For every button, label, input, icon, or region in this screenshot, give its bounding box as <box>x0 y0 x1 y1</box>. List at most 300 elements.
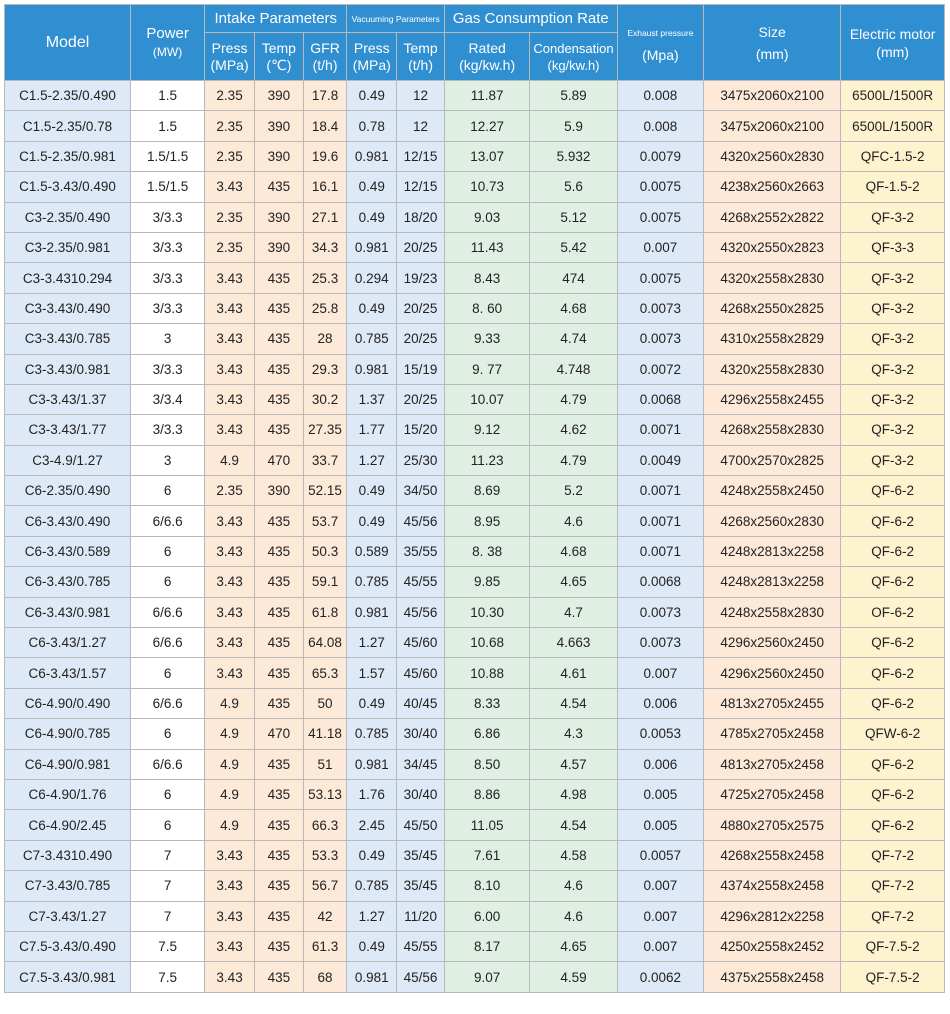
cell-exhaust-pressure: 0.0049 <box>617 445 703 475</box>
cell-gas-condensation: 4.3 <box>530 719 617 749</box>
header-exhaust <box>617 5 703 81</box>
cell-intake-press: 3.43 <box>205 901 255 931</box>
cell-intake-temp: 435 <box>254 628 303 658</box>
cell-gas-rated: 8.33 <box>444 688 529 718</box>
cell-size: 4785x2705x2458 <box>704 719 841 749</box>
table-row <box>5 688 945 718</box>
cell-vac-temp: 19/23 <box>397 263 445 293</box>
cell-vac-press: 1.76 <box>347 779 397 809</box>
cell-gas-condensation: 4.65 <box>530 931 617 961</box>
table-row <box>5 476 945 506</box>
cell-intake-press: 3.43 <box>205 962 255 992</box>
cell-vac-temp: 45/56 <box>397 962 445 992</box>
cell-motor: QF-3-2 <box>841 263 945 293</box>
cell-vac-temp: 45/50 <box>397 810 445 840</box>
cell-size: 4248x2813x2258 <box>704 567 841 597</box>
cell-gas-rated: 10.07 <box>444 384 529 414</box>
cell-power: 6/6.6 <box>131 628 205 658</box>
cell-gas-rated: 9.03 <box>444 202 529 232</box>
cell-intake-gfr: 27.1 <box>303 202 347 232</box>
cell-vac-press: 0.785 <box>347 871 397 901</box>
cell-gas-condensation: 4.54 <box>530 810 617 840</box>
cell-intake-press: 3.43 <box>205 293 255 323</box>
cell-vac-temp: 35/45 <box>397 840 445 870</box>
cell-motor: QF-1.5-2 <box>841 172 945 202</box>
cell-model: C7.5-3.43/0.981 <box>5 962 131 992</box>
cell-intake-gfr: 64.08 <box>303 628 347 658</box>
cell-size: 4296x2558x2455 <box>704 384 841 414</box>
table-row <box>5 324 945 354</box>
cell-size: 4296x2560x2450 <box>704 628 841 658</box>
cell-vac-press: 0.49 <box>347 688 397 718</box>
cell-motor: QF-6-2 <box>841 567 945 597</box>
cell-intake-temp: 390 <box>254 232 303 262</box>
cell-gas-condensation: 4.748 <box>530 354 617 384</box>
cell-vac-temp: 12 <box>397 111 445 141</box>
header-exhaust-label: Exhaust pressure <box>627 27 694 38</box>
cell-model: C1.5-2.35/0.78 <box>5 111 131 141</box>
cell-vac-temp: 12/15 <box>397 141 445 171</box>
cell-vac-temp: 30/40 <box>397 779 445 809</box>
header-size <box>704 5 841 81</box>
cell-gas-condensation: 4.7 <box>530 597 617 627</box>
cell-intake-gfr: 25.8 <box>303 293 347 323</box>
cell-vac-press: 0.49 <box>347 293 397 323</box>
cell-size: 4238x2560x2663 <box>704 172 841 202</box>
cell-vac-press: 0.49 <box>347 840 397 870</box>
cell-intake-temp: 435 <box>254 354 303 384</box>
cell-gas-rated: 11.05 <box>444 810 529 840</box>
cell-intake-temp: 435 <box>254 658 303 688</box>
cell-model: C1.5-2.35/0.490 <box>5 81 131 111</box>
cell-intake-gfr: 66.3 <box>303 810 347 840</box>
header-gas-condensation <box>530 33 617 81</box>
cell-vac-temp: 18/20 <box>397 202 445 232</box>
cell-intake-gfr: 34.3 <box>303 232 347 262</box>
cell-vac-temp: 11/20 <box>397 901 445 931</box>
cell-intake-temp: 390 <box>254 476 303 506</box>
cell-intake-temp: 435 <box>254 901 303 931</box>
cell-gas-condensation: 4.58 <box>530 840 617 870</box>
spec-table-wrapper <box>4 4 945 993</box>
cell-vac-temp: 34/50 <box>397 476 445 506</box>
table-row <box>5 111 945 141</box>
cell-intake-press: 4.9 <box>205 688 255 718</box>
cell-intake-press: 3.43 <box>205 567 255 597</box>
cell-intake-gfr: 16.1 <box>303 172 347 202</box>
cell-model: C3-3.43/0.981 <box>5 354 131 384</box>
cell-motor: QF-6-2 <box>841 749 945 779</box>
cell-vac-press: 0.49 <box>347 476 397 506</box>
cell-intake-temp: 435 <box>254 810 303 840</box>
header-vac-temp-label: Temp <box>403 39 438 56</box>
cell-gas-condensation: 5.89 <box>530 81 617 111</box>
cell-exhaust-pressure: 0.0057 <box>617 840 703 870</box>
cell-size: 4296x2560x2450 <box>704 658 841 688</box>
cell-gas-rated: 8.17 <box>444 931 529 961</box>
header-exhaust-unit: (Mpa) <box>642 46 679 63</box>
table-row <box>5 81 945 111</box>
cell-intake-temp: 390 <box>254 81 303 111</box>
cell-motor: QF-7-2 <box>841 871 945 901</box>
cell-intake-gfr: 41.18 <box>303 719 347 749</box>
cell-size: 4250x2558x2452 <box>704 931 841 961</box>
cell-vac-temp: 12/15 <box>397 172 445 202</box>
cell-exhaust-pressure: 0.005 <box>617 810 703 840</box>
cell-power: 6/6.6 <box>131 597 205 627</box>
cell-motor: QF-6-2 <box>841 476 945 506</box>
cell-exhaust-pressure: 0.0071 <box>617 476 703 506</box>
cell-intake-temp: 435 <box>254 293 303 323</box>
cell-intake-press: 2.35 <box>205 81 255 111</box>
cell-power: 6 <box>131 658 205 688</box>
cell-intake-temp: 390 <box>254 141 303 171</box>
cell-intake-temp: 435 <box>254 871 303 901</box>
cell-intake-gfr: 29.3 <box>303 354 347 384</box>
cell-size: 3475x2060x2100 <box>704 81 841 111</box>
cell-exhaust-pressure: 0.007 <box>617 871 703 901</box>
cell-model: C3-3.43/1.77 <box>5 415 131 445</box>
cell-model: C3-2.35/0.981 <box>5 232 131 262</box>
cell-size: 4248x2558x2450 <box>704 476 841 506</box>
cell-vac-temp: 40/45 <box>397 688 445 718</box>
cell-exhaust-pressure: 0.008 <box>617 81 703 111</box>
header-vac-press <box>347 33 397 81</box>
cell-model: C6-3.43/1.57 <box>5 658 131 688</box>
cell-size: 4248x2558x2830 <box>704 597 841 627</box>
cell-size: 4880x2705x2575 <box>704 810 841 840</box>
table-row <box>5 779 945 809</box>
cell-motor: QF-3-2 <box>841 354 945 384</box>
cell-power: 3/3.3 <box>131 293 205 323</box>
cell-intake-press: 3.43 <box>205 536 255 566</box>
cell-size: 4320x2550x2823 <box>704 232 841 262</box>
cell-gas-condensation: 474 <box>530 263 617 293</box>
cell-gas-rated: 10.68 <box>444 628 529 658</box>
cell-power: 7 <box>131 901 205 931</box>
header-motor-label: Electric motor <box>849 25 936 42</box>
cell-model: C7-3.43/0.785 <box>5 871 131 901</box>
cell-vac-temp: 35/45 <box>397 871 445 901</box>
cell-exhaust-pressure: 0.0068 <box>617 567 703 597</box>
table-row <box>5 536 945 566</box>
header-gas-rated-unit: (kg/kw.h) <box>459 56 516 73</box>
table-row <box>5 901 945 931</box>
cell-motor: QF-7.5-2 <box>841 962 945 992</box>
cell-vac-temp: 15/20 <box>397 415 445 445</box>
cell-exhaust-pressure: 0.0071 <box>617 415 703 445</box>
cell-intake-press: 4.9 <box>205 445 255 475</box>
cell-exhaust-pressure: 0.0062 <box>617 962 703 992</box>
cell-size: 4700x2570x2825 <box>704 445 841 475</box>
cell-intake-gfr: 27.35 <box>303 415 347 445</box>
cell-intake-temp: 435 <box>254 536 303 566</box>
cell-intake-press: 4.9 <box>205 719 255 749</box>
cell-vac-temp: 20/25 <box>397 293 445 323</box>
cell-model: C1.5-2.35/0.981 <box>5 141 131 171</box>
cell-intake-temp: 435 <box>254 931 303 961</box>
table-row <box>5 293 945 323</box>
cell-exhaust-pressure: 0.007 <box>617 931 703 961</box>
cell-intake-temp: 470 <box>254 719 303 749</box>
cell-gas-condensation: 5.2 <box>530 476 617 506</box>
cell-vac-press: 0.981 <box>347 141 397 171</box>
cell-exhaust-pressure: 0.0071 <box>617 506 703 536</box>
cell-vac-temp: 45/56 <box>397 597 445 627</box>
header-gas-group: Gas Consumption Rate <box>444 5 617 33</box>
cell-intake-temp: 435 <box>254 324 303 354</box>
header-vacuum-group: Vacuuming Parameters <box>347 5 445 33</box>
cell-intake-temp: 435 <box>254 840 303 870</box>
table-row <box>5 232 945 262</box>
header-vac-temp <box>397 33 445 81</box>
cell-size: 3475x2060x2100 <box>704 111 841 141</box>
cell-intake-temp: 470 <box>254 445 303 475</box>
cell-vac-press: 0.49 <box>347 931 397 961</box>
cell-intake-gfr: 52.15 <box>303 476 347 506</box>
cell-intake-temp: 435 <box>254 384 303 414</box>
header-intake-gfr <box>303 33 347 81</box>
cell-motor: QFW-6-2 <box>841 719 945 749</box>
cell-model: C6-4.90/0.981 <box>5 749 131 779</box>
header-power-unit: (MW) <box>152 44 183 59</box>
cell-gas-condensation: 4.6 <box>530 506 617 536</box>
cell-gas-condensation: 5.12 <box>530 202 617 232</box>
cell-intake-gfr: 17.8 <box>303 81 347 111</box>
cell-vac-temp: 45/60 <box>397 628 445 658</box>
cell-exhaust-pressure: 0.006 <box>617 688 703 718</box>
cell-size: 4813x2705x2455 <box>704 688 841 718</box>
cell-power: 3/3.3 <box>131 354 205 384</box>
cell-vac-temp: 45/55 <box>397 931 445 961</box>
cell-vac-temp: 12 <box>397 81 445 111</box>
cell-gas-rated: 10.88 <box>444 658 529 688</box>
header-gas-rated-label: Rated <box>468 39 506 56</box>
cell-size: 4268x2558x2458 <box>704 840 841 870</box>
cell-motor: QF-6-2 <box>841 628 945 658</box>
cell-power: 3/3.3 <box>131 263 205 293</box>
cell-exhaust-pressure: 0.0075 <box>617 263 703 293</box>
cell-gas-condensation: 4.6 <box>530 901 617 931</box>
cell-power: 6/6.6 <box>131 506 205 536</box>
cell-intake-press: 3.43 <box>205 415 255 445</box>
header-intake-temp <box>254 33 303 81</box>
cell-power: 7 <box>131 840 205 870</box>
cell-vac-press: 1.37 <box>347 384 397 414</box>
header-motor <box>841 5 945 81</box>
cell-power: 1.5 <box>131 111 205 141</box>
cell-intake-gfr: 51 <box>303 749 347 779</box>
cell-exhaust-pressure: 0.0079 <box>617 141 703 171</box>
cell-intake-gfr: 50 <box>303 688 347 718</box>
cell-intake-gfr: 19.6 <box>303 141 347 171</box>
cell-intake-gfr: 30.2 <box>303 384 347 414</box>
cell-model: C7-3.43/1.27 <box>5 901 131 931</box>
cell-gas-rated: 6.00 <box>444 901 529 931</box>
cell-intake-gfr: 56.7 <box>303 871 347 901</box>
cell-intake-temp: 435 <box>254 749 303 779</box>
cell-motor: QFC-1.5-2 <box>841 141 945 171</box>
cell-size: 4375x2558x2458 <box>704 962 841 992</box>
cell-motor: QF-7.5-2 <box>841 931 945 961</box>
cell-gas-condensation: 4.68 <box>530 293 617 323</box>
cell-gas-rated: 8.86 <box>444 779 529 809</box>
cell-vac-press: 0.589 <box>347 536 397 566</box>
header-vac-press-unit: (MPa) <box>352 56 391 73</box>
header-power <box>131 5 205 81</box>
header-size-unit: (mm) <box>755 45 789 62</box>
cell-size: 4248x2813x2258 <box>704 536 841 566</box>
cell-gas-condensation: 5.42 <box>530 232 617 262</box>
cell-size: 4268x2550x2825 <box>704 293 841 323</box>
cell-intake-press: 3.43 <box>205 931 255 961</box>
cell-vac-press: 1.77 <box>347 415 397 445</box>
cell-model: C6-4.90/0.785 <box>5 719 131 749</box>
cell-exhaust-pressure: 0.007 <box>617 658 703 688</box>
cell-gas-rated: 9.12 <box>444 415 529 445</box>
cell-size: 4310x2558x2829 <box>704 324 841 354</box>
cell-exhaust-pressure: 0.0073 <box>617 324 703 354</box>
cell-exhaust-pressure: 0.006 <box>617 749 703 779</box>
cell-intake-press: 3.43 <box>205 324 255 354</box>
cell-vac-temp: 34/45 <box>397 749 445 779</box>
cell-motor: QF-3-3 <box>841 232 945 262</box>
cell-motor: QF-6-2 <box>841 506 945 536</box>
cell-motor: QF-6-2 <box>841 688 945 718</box>
cell-intake-press: 4.9 <box>205 810 255 840</box>
cell-vac-temp: 15/19 <box>397 354 445 384</box>
cell-size: 4320x2560x2830 <box>704 141 841 171</box>
cell-gas-rated: 8.10 <box>444 871 529 901</box>
cell-vac-press: 0.49 <box>347 81 397 111</box>
header-gas-cond-label: Condensation <box>533 40 614 56</box>
cell-vac-temp: 45/60 <box>397 658 445 688</box>
cell-exhaust-pressure: 0.0072 <box>617 354 703 384</box>
table-row <box>5 658 945 688</box>
cell-power: 1.5 <box>131 81 205 111</box>
table-row <box>5 962 945 992</box>
cell-vac-temp: 35/55 <box>397 536 445 566</box>
cell-model: C7.5-3.43/0.490 <box>5 931 131 961</box>
cell-gas-rated: 11.87 <box>444 81 529 111</box>
cell-gas-rated: 8.69 <box>444 476 529 506</box>
cell-intake-press: 3.43 <box>205 506 255 536</box>
table-row <box>5 719 945 749</box>
cell-intake-press: 3.43 <box>205 172 255 202</box>
cell-size: 4320x2558x2830 <box>704 354 841 384</box>
table-row <box>5 810 945 840</box>
cell-motor: QF-6-2 <box>841 779 945 809</box>
cell-gas-condensation: 4.59 <box>530 962 617 992</box>
header-intake-press-label: Press <box>211 39 248 56</box>
cell-intake-press: 2.35 <box>205 232 255 262</box>
cell-exhaust-pressure: 0.007 <box>617 232 703 262</box>
cell-intake-temp: 435 <box>254 263 303 293</box>
cell-gas-condensation: 4.663 <box>530 628 617 658</box>
cell-motor: QF-7-2 <box>841 901 945 931</box>
table-row <box>5 384 945 414</box>
cell-motor: QF-3-2 <box>841 324 945 354</box>
table-row <box>5 415 945 445</box>
cell-size: 4268x2558x2830 <box>704 415 841 445</box>
cell-model: C7-3.4310.490 <box>5 840 131 870</box>
cell-vac-press: 0.981 <box>347 354 397 384</box>
table-row <box>5 354 945 384</box>
cell-vac-press: 1.27 <box>347 901 397 931</box>
cell-size: 4268x2560x2830 <box>704 506 841 536</box>
cell-intake-gfr: 65.3 <box>303 658 347 688</box>
cell-gas-condensation: 4.61 <box>530 658 617 688</box>
cell-vac-temp: 30/40 <box>397 719 445 749</box>
cell-intake-press: 3.43 <box>205 263 255 293</box>
cell-power: 6 <box>131 719 205 749</box>
cell-vac-press: 0.785 <box>347 719 397 749</box>
header-intake-temp-unit: (℃) <box>266 56 292 73</box>
cell-gas-condensation: 4.54 <box>530 688 617 718</box>
cell-intake-gfr: 53.3 <box>303 840 347 870</box>
cell-size: 4813x2705x2458 <box>704 749 841 779</box>
cell-gas-rated: 8. 60 <box>444 293 529 323</box>
cell-vac-press: 0.78 <box>347 111 397 141</box>
cell-power: 6/6.6 <box>131 688 205 718</box>
cell-model: C6-3.43/0.785 <box>5 567 131 597</box>
cell-power: 6/6.6 <box>131 749 205 779</box>
cell-intake-press: 3.43 <box>205 658 255 688</box>
cell-size: 4725x2705x2458 <box>704 779 841 809</box>
cell-intake-gfr: 18.4 <box>303 111 347 141</box>
cell-intake-press: 4.9 <box>205 779 255 809</box>
cell-intake-temp: 435 <box>254 688 303 718</box>
cell-vac-press: 0.49 <box>347 506 397 536</box>
cell-intake-temp: 390 <box>254 111 303 141</box>
table-row <box>5 749 945 779</box>
cell-motor: 6500L/1500R <box>841 111 945 141</box>
cell-intake-press: 3.43 <box>205 354 255 384</box>
cell-intake-gfr: 42 <box>303 901 347 931</box>
table-row <box>5 931 945 961</box>
cell-motor: QF-3-2 <box>841 445 945 475</box>
cell-intake-press: 3.43 <box>205 840 255 870</box>
cell-vac-press: 1.27 <box>347 628 397 658</box>
table-row <box>5 141 945 171</box>
header-intake-gfr-label: GFR <box>310 39 340 56</box>
cell-vac-press: 0.49 <box>347 172 397 202</box>
cell-vac-temp: 45/56 <box>397 506 445 536</box>
cell-gas-rated: 10.73 <box>444 172 529 202</box>
table-row <box>5 263 945 293</box>
cell-intake-gfr: 28 <box>303 324 347 354</box>
cell-power: 3/3.3 <box>131 232 205 262</box>
cell-gas-rated: 7.61 <box>444 840 529 870</box>
cell-gas-rated: 8.43 <box>444 263 529 293</box>
cell-model: C3-2.35/0.490 <box>5 202 131 232</box>
cell-intake-gfr: 53.13 <box>303 779 347 809</box>
cell-exhaust-pressure: 0.0071 <box>617 536 703 566</box>
cell-intake-gfr: 25.3 <box>303 263 347 293</box>
cell-power: 6 <box>131 810 205 840</box>
cell-intake-gfr: 59.1 <box>303 567 347 597</box>
cell-power: 1.5/1.5 <box>131 172 205 202</box>
cell-vac-press: 0.294 <box>347 263 397 293</box>
cell-exhaust-pressure: 0.008 <box>617 111 703 141</box>
cell-exhaust-pressure: 0.005 <box>617 779 703 809</box>
cell-gas-condensation: 5.9 <box>530 111 617 141</box>
cell-gas-condensation: 4.68 <box>530 536 617 566</box>
turbine-spec-table <box>4 4 945 993</box>
cell-vac-temp: 20/25 <box>397 384 445 414</box>
header-intake-gfr-unit: (t/h) <box>312 56 338 73</box>
cell-gas-rated: 9.85 <box>444 567 529 597</box>
